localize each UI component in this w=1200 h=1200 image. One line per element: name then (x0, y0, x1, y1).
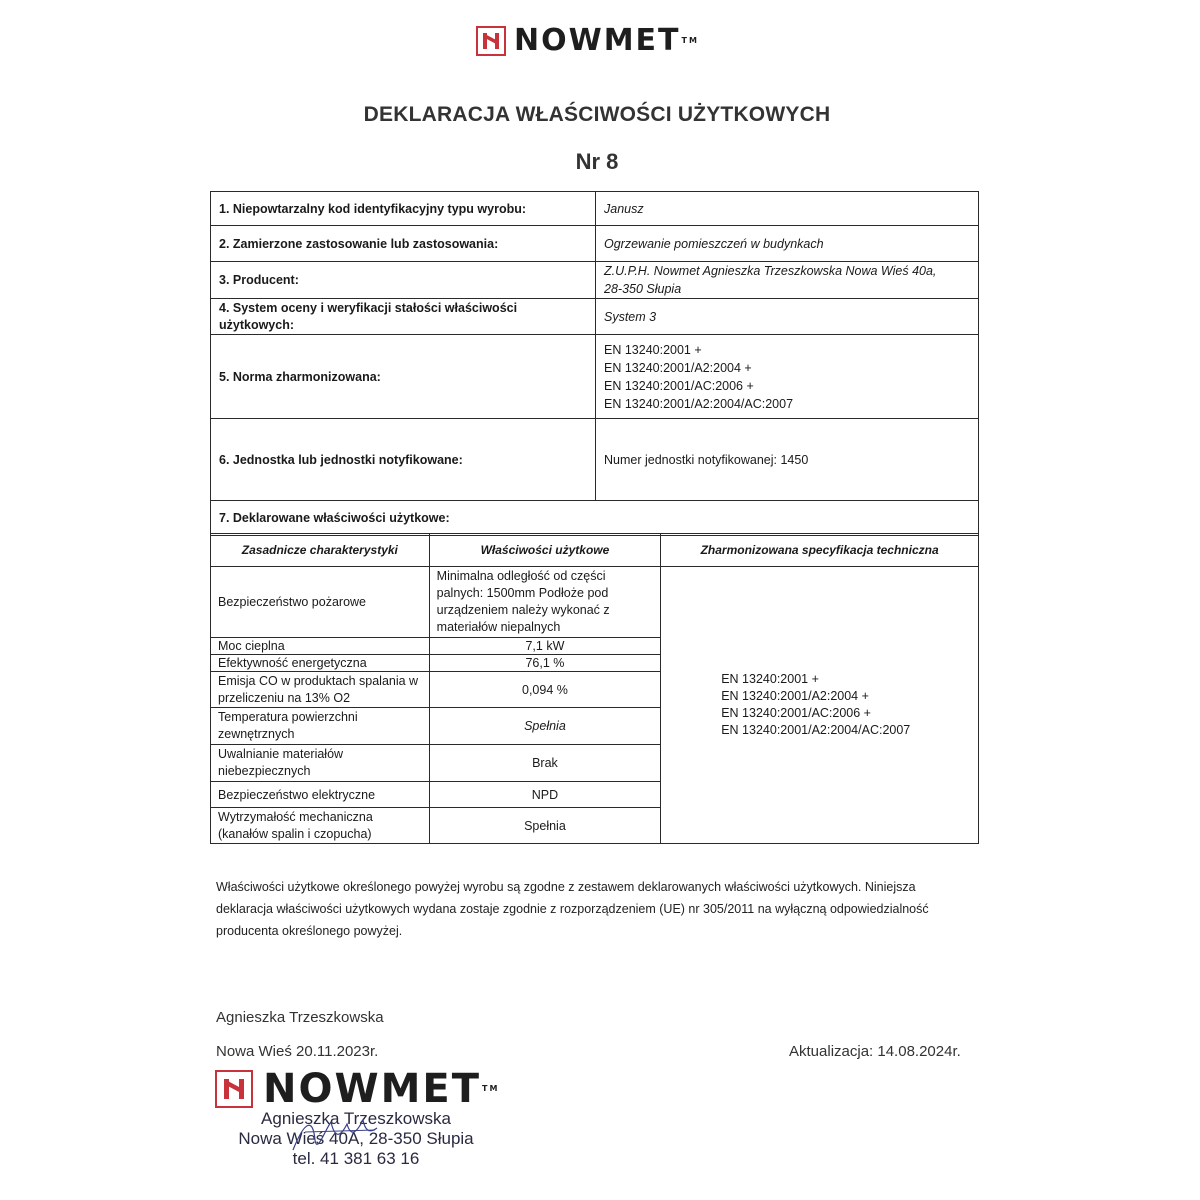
place-date: Nowa Wieś 20.11.2023r. (216, 1043, 379, 1060)
stamp-logo-mark-icon (215, 1070, 253, 1108)
header-characteristics: Zasadnicze charakterystyki (211, 534, 430, 567)
table-row (211, 192, 979, 226)
declaration-table (210, 191, 979, 536)
row-value: System 3 (596, 299, 979, 335)
property-value: NPD (429, 782, 661, 808)
property-name: Uwalnianie materiałów niebezpiecznych (211, 745, 430, 782)
header-performance: Właściwości użytkowe (429, 534, 661, 567)
row-value: Janusz (596, 192, 979, 226)
stamp-logo (215, 1066, 500, 1112)
stamp-phone: tel. 41 381 63 16 (292, 1149, 420, 1168)
properties-table (210, 533, 979, 844)
stamp-wordmark: NOWMET™ (263, 1066, 500, 1112)
conformity-statement: Właściwości użytkowe określonego powyżej wyrobu są zgodne z zestawem deklarowanych właściwości użytkowych. Niniejsza deklaracja właściwości użytkowych wydana zostaje zgodnie z rozporządzeniem (UE) nr 305/2011 na wyłączną odpowiedzialność producenta określonego powyżej. (216, 880, 929, 938)
table-row (211, 226, 979, 262)
property-name: Temperatura powierzchni zewnętrznych (211, 708, 430, 745)
row-value: EN 13240:2001 + EN 13240:2001/A2:2004 + EN 13240:2001/AC:2006 + EN 13240:2001/A2:2004/AC:2007 (596, 335, 979, 419)
properties-header-row (211, 534, 979, 567)
stamp-address: Nowa Wieś 40A, 28-350 Słupia (238, 1129, 474, 1148)
document-number: Nr 8 (575, 149, 619, 174)
stamp-name: Agnieszka Trzeszkowska (261, 1109, 451, 1128)
row-value: Ogrzewanie pomieszczeń w budynkach (596, 226, 979, 262)
property-name: Efektywność energetyczna (211, 655, 430, 672)
row-label: 2. Zamierzone zastosowanie lub zastosowania: (211, 226, 596, 262)
row-label: 6. Jednostka lub jednostki notyfikowane: (211, 419, 596, 501)
logo-wordmark: NOWMET™ (514, 23, 699, 58)
header-specification: Zharmonizowana specyfikacja techniczna (661, 534, 979, 567)
table-row (211, 262, 979, 299)
row-label: 1. Niepowtarzalny kod identyfikacyjny typu wyrobu: (211, 192, 596, 226)
property-value: Minimalna odległość od części palnych: 1500mm Podłoże pod urządzeniem należy wykonać z materiałów niepalnych (429, 567, 661, 638)
property-name: Emisja CO w produktach spalania w przeliczeniu na 13% O2 (211, 672, 430, 708)
harmonized-spec: EN 13240:2001 + EN 13240:2001/A2:2004 + EN 13240:2001/AC:2006 + EN 13240:2001/A2:2004/AC:2007 (661, 567, 979, 844)
property-value: Spełnia (429, 708, 661, 745)
property-value: 76,1 % (429, 655, 661, 672)
table-row (211, 501, 979, 536)
row-label: 5. Norma zharmonizowana: (211, 335, 596, 419)
property-value: Spełnia (429, 808, 661, 844)
table-row (211, 419, 979, 501)
property-name: Wytrzymałość mechaniczna (kanałów spalin i czopucha) (211, 808, 430, 844)
row-label: 3. Producent: (211, 262, 596, 299)
table-row (211, 299, 979, 335)
property-value: Brak (429, 745, 661, 782)
signer-name: Agnieszka Trzeszkowska (216, 1009, 384, 1026)
property-value: 0,094 % (429, 672, 661, 708)
table-row (211, 567, 979, 638)
row-value: Numer jednostki notyfikowanej: 1450 (596, 419, 979, 501)
nowmet-logo-mark-icon (476, 26, 506, 56)
update-date: Aktualizacja: 14.08.2024r. (789, 1043, 961, 1060)
row-value: Z.U.P.H. Nowmet Agnieszka Trzeszkowska Nowa Wieś 40a, 28-350 Słupia (596, 262, 979, 299)
nowmet-logo (476, 23, 699, 58)
section-7-label: 7. Deklarowane właściwości użytkowe: (211, 501, 979, 536)
row-label: 4. System oceny i weryfikacji stałości właściwości użytkowych: (211, 299, 596, 335)
property-name: Moc cieplna (211, 638, 430, 655)
property-name: Bezpieczeństwo pożarowe (211, 567, 430, 638)
handwritten-signature (285, 1110, 385, 1160)
table-row (211, 335, 979, 419)
property-name: Bezpieczeństwo elektryczne (211, 782, 430, 808)
document-title: DEKLARACJA WŁAŚCIWOŚCI UŻYTKOWYCH (363, 103, 831, 126)
property-value: 7,1 kW (429, 638, 661, 655)
